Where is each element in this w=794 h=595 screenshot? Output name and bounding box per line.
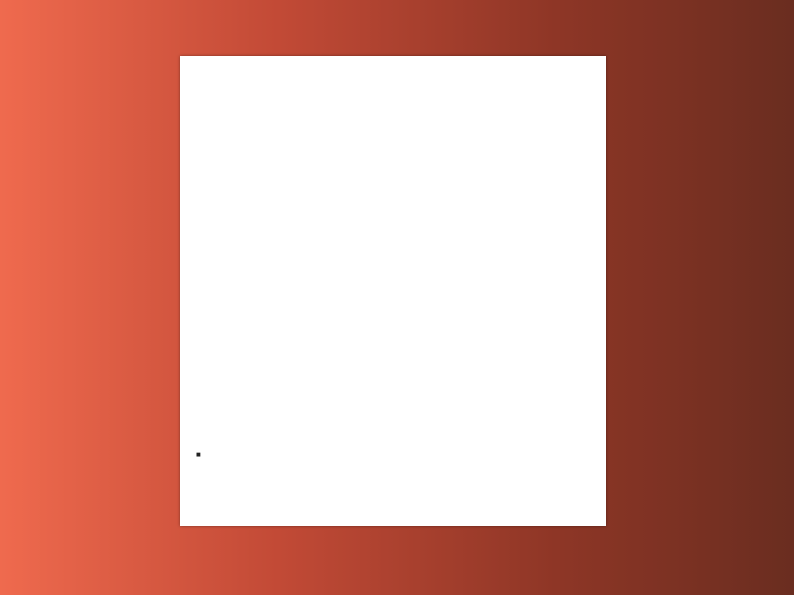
- bullet-icon: ■: [196, 450, 201, 459]
- document-page: [180, 56, 606, 526]
